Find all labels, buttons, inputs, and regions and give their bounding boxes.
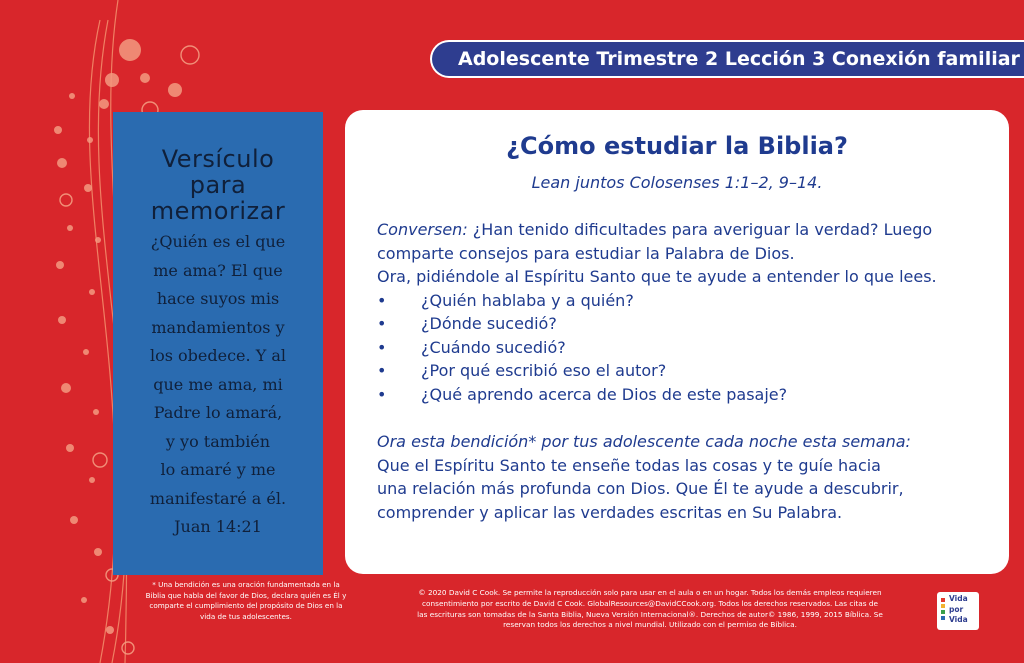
pray-line: Ora, pidiéndole al Espíritu Santo que te ayude a entender lo que lees. xyxy=(377,267,937,286)
verse-line: los obedece. Y al xyxy=(149,346,286,365)
memory-verse-panel xyxy=(113,112,323,575)
logo-mark xyxy=(941,604,945,608)
card-body xyxy=(377,218,997,524)
converse-paragraph xyxy=(377,218,997,242)
verse-line: Padre lo amará, xyxy=(153,403,283,422)
blessing-line: una relación más profunda con Dios. Que Él te ayude a descubrir, xyxy=(377,479,904,498)
logo-word: Vida xyxy=(949,615,968,624)
lesson-banner: Adolescente Trimestre 2 Lección 3 Conexión familiar xyxy=(430,40,1024,78)
blessing-intro: Ora esta bendición* por tus adolescente cada noche esta semana: xyxy=(377,432,911,451)
list-item xyxy=(377,312,997,336)
bullet: • xyxy=(377,384,387,404)
question-text: ¿Cuándo sucedió? xyxy=(421,337,566,357)
logo-mark xyxy=(941,598,945,602)
logo-mark xyxy=(941,610,945,614)
question-text: ¿Quién hablaba y a quién? xyxy=(421,290,634,310)
verse-line: que me ama, mi xyxy=(153,374,283,394)
vida-por-vida-logo xyxy=(937,592,979,630)
bullet: • xyxy=(377,290,387,310)
copyright-line: las escrituras son tomadas de la Santa Biblia, Nueva Versión Internacional®. Derechos de autor© 1986, 1999, 2015 Bíblica. Se xyxy=(417,609,883,619)
spacer xyxy=(377,406,997,430)
bullet: • xyxy=(377,314,387,333)
memory-verse-heading xyxy=(113,146,323,224)
verse-line: hace suyos mis xyxy=(156,289,280,308)
memory-verse-text xyxy=(113,228,323,542)
verse-line: lo amaré y me xyxy=(160,460,276,479)
verse-heading-line: para xyxy=(189,171,247,199)
footnote-line: * Una bendición es una oración fundamentada en la xyxy=(152,580,340,589)
logo-word: Vida xyxy=(949,594,968,603)
logo-word: por xyxy=(949,604,964,614)
study-card xyxy=(345,110,1009,574)
card-title: ¿Cómo estudiar la Biblia? xyxy=(506,132,848,160)
list-item xyxy=(377,336,997,360)
verse-line: y yo también xyxy=(165,431,271,451)
footnote-line: comparte el cumplimiento del propósito de Dios en la xyxy=(149,601,343,610)
footnote-line: Biblia que habla del favor de Dios, declara quién es Él y xyxy=(145,590,347,600)
question-text: ¿Qué aprendo acerca de Dios de este pasaje? xyxy=(421,384,788,404)
question-text: ¿Por qué escribió eso el autor? xyxy=(421,361,667,380)
question-text: ¿Dónde sucedió? xyxy=(421,314,557,333)
list-item xyxy=(377,289,997,313)
verse-line: ¿Quién es el que xyxy=(150,232,286,251)
verse-heading-line: memorizar xyxy=(150,197,286,225)
bullet: • xyxy=(377,361,387,380)
converse-label: Conversen: xyxy=(377,220,468,239)
converse-text: ¿Han tenido dificultades para averiguar la verdad? Luego xyxy=(467,220,933,239)
bullet: • xyxy=(377,337,387,357)
verse-line: manifestaré a él. xyxy=(149,488,287,508)
verse-reference: Juan 14:21 xyxy=(174,517,262,536)
list-item xyxy=(377,359,997,383)
list-item xyxy=(377,383,997,407)
copyright-line: reservan todos los derechos a nivel mundial. Utilizado con el permiso de Bíblica. xyxy=(503,620,797,630)
blessing-footnote xyxy=(132,580,360,622)
card-subtitle: Lean juntos Colosenses 1:1–2, 9–14. xyxy=(531,173,823,192)
logo-mark xyxy=(941,616,945,620)
blessing-line: comprender y aplicar las verdades escritas en Su Palabra. xyxy=(377,502,843,522)
verse-line: me ama? El que xyxy=(153,260,283,280)
verse-line: mandamientos y xyxy=(151,317,285,337)
copyright-line: consentimiento por escrito de David C Cook. GlobalResources@DavidCCook.org. Todos los derechos reservados. Las citas de xyxy=(422,598,878,608)
verse-heading-line: Versículo xyxy=(161,145,275,173)
logo-text xyxy=(949,594,968,626)
copyright-line: © 2020 David C Cook. Se permite la reproducción solo para usar en el aula o en un hogar. Todos los demás empleos requieren xyxy=(418,588,882,597)
converse-text-line2: comparte consejos para estudiar la Palabra de Dios. xyxy=(377,243,795,263)
question-list xyxy=(377,289,997,407)
copyright-notice xyxy=(372,588,928,631)
blessing-line: Que el Espíritu Santo te enseñe todas las cosas y te guíe hacia xyxy=(377,455,881,475)
footnote-line: vida de tus adolescentes. xyxy=(200,611,292,621)
